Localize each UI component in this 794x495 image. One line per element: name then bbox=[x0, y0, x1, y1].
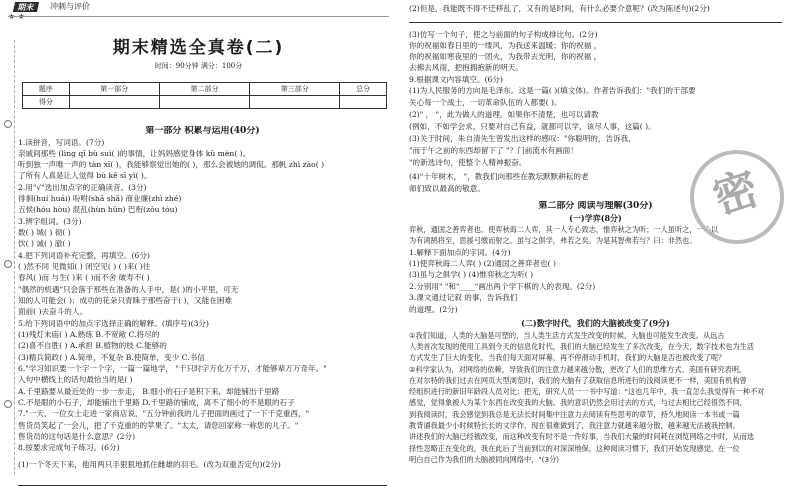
score-input-cell[interactable] bbox=[159, 96, 249, 109]
passage-line: ①我们知道，人类的大脑是可塑的，当人类生活方式发生改变的时候，大脑也可能发生改变。从远古 bbox=[409, 331, 725, 340]
confidential-seal-icon: 密 bbox=[678, 138, 794, 256]
question-line: 2.分别用" "和"____"画出两个学下棋的人的表现。(2分) bbox=[409, 282, 596, 291]
score-cell: 得分 bbox=[23, 96, 70, 109]
question-line: 8.按要求完成句子练习。(6分) bbox=[18, 443, 120, 452]
question-line: 饮( ) 诚( ) 澈( ) bbox=[18, 239, 71, 248]
binder-hole bbox=[4, 260, 12, 268]
passage-line: ②科学家认为，对网络的依赖，导致我们的注意力越来越分散，更改了人们的思维方式。美国有研究表明， bbox=[409, 365, 747, 374]
section-heading: 第一部分 积累与运用(40分) bbox=[145, 126, 260, 136]
binder-hole bbox=[4, 120, 12, 128]
question-line: A.千里路要从最近处的一步一步走， B.细小的石子是积下来，却能铺出千里路 bbox=[18, 387, 280, 396]
score-cell: 第一部分 bbox=[69, 83, 159, 96]
question-line: 4.把下列词语补充完整，再填空。(6分) bbox=[18, 251, 150, 260]
question-line: 师们致以最高的敬意。 bbox=[409, 184, 485, 193]
question-line: (例如，不如学会求，只要对自己有益，就都可以学，该尽人事，这篇( )。 bbox=[409, 122, 656, 131]
score-cell: 总分 bbox=[340, 83, 387, 96]
exam-title: 期末精选全真卷(二) bbox=[112, 38, 285, 58]
passage-line: 弈秋，通国之善弈者也。使弈秋诲二人弈，其一人专心致志，惟弈秋之为听；一人虽听之，一心以 bbox=[409, 225, 719, 234]
question-line: 你的祝福如春日里的一缕风，为我送来温暖；你的祝福 ， bbox=[409, 41, 602, 50]
score-input-cell[interactable] bbox=[69, 96, 159, 109]
passage-line: 方式发生了巨大的变化，当我们每天面对屏幕，再不停滑动手机时，我们的大脑是否也被改变了呢？ bbox=[409, 353, 726, 362]
passage-line: 择性忽略正在变化的，我在此后了当前到以的对深深地保，这种阅读习惯下，我们开始发现感觉，在一位 bbox=[409, 444, 740, 453]
question-line: 6."学习知识要一个字一个字，一篇一篇地学， "千只时字万化万千万，才能够辈万万奇年。" bbox=[18, 364, 327, 373]
question-line: 3.辨字组词。(3分) bbox=[18, 217, 82, 226]
question-line: (3)仿写一个句子，使之与前面的句子构成排比句。(2分) bbox=[409, 30, 598, 39]
question-line: 亲戚间那些 (lìng qǐ bù suì( )的事情，让妈妈感觉身体 kǔ mèn( )。 bbox=[18, 149, 251, 158]
score-cell: 第三部分 bbox=[250, 83, 340, 96]
score-input-cell[interactable] bbox=[250, 96, 340, 109]
question-line: 入句中横线上的话句最恰当的是( ) bbox=[18, 375, 133, 384]
question-line: 去拂去风雨，把抱拥抱新的明天。 bbox=[409, 63, 523, 72]
question-line: 的道理。(2分) bbox=[409, 305, 458, 314]
question-line: 面前( )去奋斗的人。 bbox=[18, 307, 88, 316]
passage-heading: (一)学弈(8分) bbox=[569, 213, 622, 223]
question-line: 售货员笑起了一会儿，把了千克重的的苹果了。"太太，请您回家称一称您的儿子。" bbox=[18, 421, 299, 430]
right-page bbox=[397, 0, 794, 495]
passage-line: 教背诵我最少小时候特长长的文学作，现在很难做到了，我注意力就越来越分散，越来越无法被我控制。 bbox=[409, 421, 740, 430]
question-line: (2)但是，我能既不得不迁移乱了，又有的是时间，有什么必要介意呢？(改为陈述句)(2分) bbox=[409, 4, 710, 13]
question-line: 售货员的这句话是什么意思？(2分) bbox=[18, 432, 136, 441]
question-line: 关心每一个战士，一切革命队伍的人都要( )。 bbox=[409, 98, 562, 107]
passage-heading: (二)数字时代，我们的大脑被改变了(9分) bbox=[521, 318, 670, 328]
question-line: 7."一天，一位女士走进一家商店说，"五分钟前我的儿子把面的画过了一下千克重西，" bbox=[18, 409, 310, 418]
score-input-cell[interactable] bbox=[340, 96, 387, 109]
question-line: (2)喜不自胜( ) A.承担 B.植物的枝 C.能够的 bbox=[18, 341, 167, 350]
score-table bbox=[22, 82, 387, 109]
question-line: (1)为人民服务的方向是毛泽东。这是一篇( )(填文体)。作者告诉我们："我们的干部要 bbox=[409, 86, 696, 95]
passage-line: 在对尔特的我们过去在网页大型浏览时，我们的大脑有了获取信息所进行的浅阅读更不一样，美国有机构曾 bbox=[409, 376, 747, 385]
passage-line: 感觉，觉得象被人为某个东西在改变我的大脑。我的意识仍然会用过去的方式，与过去相比已经很然不同， bbox=[409, 398, 747, 407]
passage-line: 为有鸿鹄将至，思援弓缴而射之。虽与之俱学，弗若之矣。为是其智弗若与？曰：非然也。 bbox=[409, 236, 697, 245]
question-line: ( )然不同 见微知( ) 闭空见( ) ( )来( )往 bbox=[18, 262, 151, 271]
score-cell: 题序 bbox=[23, 83, 70, 96]
question-line: 2.用"√"选出加点字的正确读音。(3分) bbox=[18, 183, 147, 192]
question-line: (3)虽与之俱学( ) (4)惟弈秋之为听( ) bbox=[409, 270, 534, 279]
section-heading: 第二部分 阅读与理解(30分) bbox=[538, 201, 653, 211]
answer-line[interactable] bbox=[409, 22, 782, 23]
passage-line: 到我阅读时，我会感觉到我总是无法长时间集中注意力去阅读有些思考的章节，持久地阅读一本书或一篇 bbox=[409, 410, 740, 419]
question-line: 1.读拼音，写词语。(7分) bbox=[18, 138, 105, 147]
passage-line: 明白自己作为我们的大脑被同向网络中，"(3分) bbox=[409, 455, 560, 464]
question-line: (2)" ， "，此为做人的道理。如果你不清楚，也可以请教 bbox=[409, 110, 599, 119]
question-line: 春风( )而 与生( )来 ( )而不舍 破寿不( ) bbox=[18, 273, 150, 282]
question-line: (3)精兵简政( ) A.简单，不复杂 B.使简单，变少 C.书信 bbox=[18, 353, 205, 362]
question-line: "的新选诗句，使整个人精神振奋。 bbox=[409, 158, 527, 167]
question-line: 徘徊(huí huái) 吩咐(shā shǎ) 商业廉(zhì zhé) bbox=[18, 194, 182, 203]
question-line: C.不是眼的小石子，却能铺出千里路 D.千里路的铺成，离不了细小的不是眼的石子 bbox=[18, 398, 295, 407]
score-table-header-row bbox=[23, 83, 387, 96]
question-line: 5.给下列词语中的加点字选择正确的解释。(填序号)(3分) bbox=[18, 319, 209, 328]
binder-hole bbox=[4, 400, 12, 408]
question-line: 五侯(hóu hòu) 混乱(hùn hǔn) 巴衔(zǒu tóu) bbox=[18, 205, 178, 214]
score-cell: 第二部分 bbox=[159, 83, 249, 96]
passage-line: 讲述我们的大脑已经被改变，而这种改变有时不是一件好事，当我们大量的时间耗在浏览网络之中时，从而选 bbox=[409, 432, 755, 441]
question-line: 你的祝福如寒夜里的一团火，为我带去光明，你的祝福 ， bbox=[409, 52, 602, 61]
header-badge: 期末 bbox=[13, 2, 39, 12]
question-line: (1)使弈秋诲二人弈( ) (2)通国之善弈者也( ) bbox=[409, 259, 556, 268]
star-decoration-icon: ★ ★ bbox=[8, 12, 25, 21]
question-line: 3.课文通过记叙 的事，告诉我们 bbox=[409, 293, 518, 302]
question-line: 听到独一声唯一声的 tàn xī( )，我能够察觉出她的( )，那么会被她的调侃。那帆 zhì zào( ) bbox=[18, 160, 325, 169]
question-line: (1)残灯末庙( ) A.熟练 B.不宽敞 C.将尽的 bbox=[18, 330, 160, 339]
answer-line[interactable] bbox=[18, 485, 387, 486]
question-line: (1)一个冬天下来，他用两只手狠狠地抓住雌雄的羽毛。(改为双重否定句)(2分) bbox=[18, 460, 281, 469]
binding-margin bbox=[2, 40, 15, 475]
header-subtitle: 冲刺与评价 bbox=[50, 2, 90, 11]
exam-meta: 时间：90分钟 满分：100分 bbox=[154, 62, 243, 70]
passage-line: 经组织进行的新旧年龄段人员对比：把无，研究人员一一书中写道："这也几年中，我一直怎么我觉得有一种不对 bbox=[409, 387, 765, 396]
question-line: (3)关于时间，朱自清先生曾发出这样的感叹："你聪明的，告诉我， bbox=[409, 134, 636, 143]
passage-line: 人类首次发现的使用工具到今天的信息化时代，我们的大脑已经发生了多次改变，在今天，数字技术也为生活 bbox=[409, 342, 755, 351]
question-line: 9.根据课文内容填空。(6分) bbox=[409, 75, 503, 84]
question-line: (4)"十年树木， "，教我们向那些在教坛默默耕耘的老 bbox=[409, 172, 589, 181]
question-line: "而于午之前的东西却留下了 "？门前流水有画面！ bbox=[409, 146, 578, 155]
question-line: 了所有人真是让人觉得 bù kě sī yì( )。 bbox=[18, 171, 152, 180]
question-line: 知的人可能会( )；成功的花朵只青睐于那些奋于( )，又能在困难 bbox=[18, 296, 233, 305]
score-table-score-row bbox=[23, 96, 387, 109]
question-line: "偶然的机遇"只会落于那些在准备的人手中，是( )的小平里，可无 bbox=[18, 285, 239, 294]
question-line: 1.解释下面加点的字词。(4分) bbox=[409, 248, 511, 257]
question-line: 数( ) 城( ) 彻( ) bbox=[18, 228, 71, 237]
header-rule bbox=[8, 16, 389, 17]
